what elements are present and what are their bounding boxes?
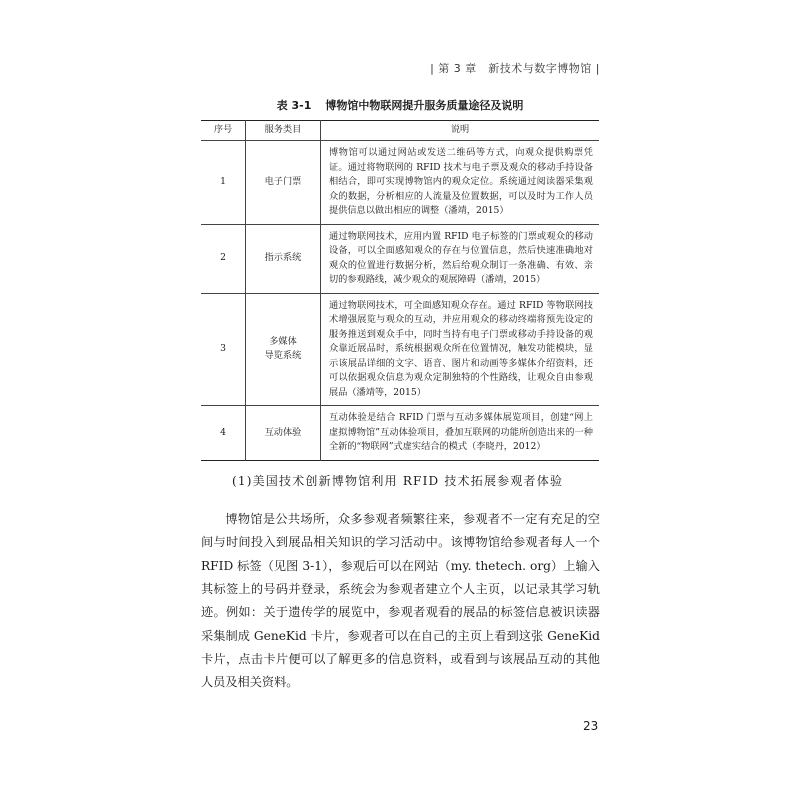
page-number: 23: [583, 719, 599, 733]
row-number: 1: [201, 141, 246, 225]
running-head: | 第 3 章 新技术与数字博物馆 |: [430, 62, 600, 75]
row-category: 电子门票: [246, 141, 321, 225]
row-number: 4: [201, 406, 246, 461]
service-table: [201, 120, 599, 461]
row-description: 通过物联网技术，可全面感知观众存在。通过 RFID 等物联网技术增强展览与观众的互动，并应用观众的移动终端将预先设定的服务推送到观众手中，同时当持有电子门票或移动手持设备的观众靠近展品时，系统根据观众所在位置情况，触发功能模块，显示该展品详细的文字、语音、图片和动画等多媒体介绍资料，还可以依据观众信息为观众定制独特的个性路线，让观众自由参观展品（潘靖等，2015）: [321, 293, 600, 406]
table-title: 博物馆中物联网提升服务质量途径及说明: [325, 99, 524, 112]
body-paragraph: 博物馆是公共场所，众多参观者频繁往来，参观者不一定有充足的空间与时间投入到展品相关知识的学习活动中。该博物馆给参观者每人一个 RFID 标签（见图 3-1），参观后可以在网站（my. thetech. org）上输入其标签上的号码并登录，系统会为参观者建立个人主页，以记录其学习轨迹。例如：关于遗传学的展览中，参观者观看的展品的标签信息被识读器采集制成 GeneKid 卡片，参观者可以在自己的主页上看到这张 GeneKid 卡片，点击卡片便可以了解更多的信息资料，或看到与该展品互动的其他人员及相关资料。: [201, 512, 600, 690]
row-description: 互动体验是结合 RFID 门票与互动多媒体展览项目，创建“网上虚拟博物馆”互动体验项目，叠加互联网的功能所创造出来的一种全新的“物联网”式虚实结合的模式（李晓丹，2012）: [329, 412, 593, 452]
table-row: [201, 293, 599, 406]
row-category: 互动体验: [246, 406, 321, 461]
row-number: 2: [201, 224, 246, 293]
table-caption: [0, 97, 800, 113]
table-header-row: [201, 121, 599, 141]
column-header-description: 说明: [321, 121, 600, 141]
table-number: 表 3-1: [276, 99, 312, 112]
row-category-line: 导览系统: [264, 350, 302, 362]
table-row: [201, 406, 599, 461]
row-category: 指示系统: [246, 224, 321, 293]
column-header-no: 序号: [201, 121, 246, 141]
section-heading: (1)美国技术创新博物馆利用 RFID 技术拓展参观者体验: [232, 474, 564, 488]
row-category-line: 多媒体: [269, 335, 297, 347]
row-description: 通过物联网技术，应用内置 RFID 电子标签的门票或观众的移动设备，可以全面感知观众的存在与位置信息，然后快速准确地对观众的位置进行数据分析，然后给观众制订一条准确、有效、亲切的参观路线，减少观众的观展障碍（潘靖，2015）: [321, 224, 600, 293]
row-number: 3: [201, 293, 246, 406]
table-row: [201, 224, 599, 293]
table-row: [201, 141, 599, 225]
column-header-category: 服务类目: [246, 121, 321, 141]
row-category: [246, 293, 321, 406]
row-description: 博物馆可以通过网站或发送二维码等方式，向观众提供购票凭证。通过将物联网的 RFID 技术与电子票及观众的移动手持设备相结合，即可实现博物馆内的观众定位。系统通过阅读器采集观众的数据，分析相应的人流量及位置数据，可以及时为工作人员提供信息以做出相应的调整（潘靖，2015）: [321, 141, 600, 225]
